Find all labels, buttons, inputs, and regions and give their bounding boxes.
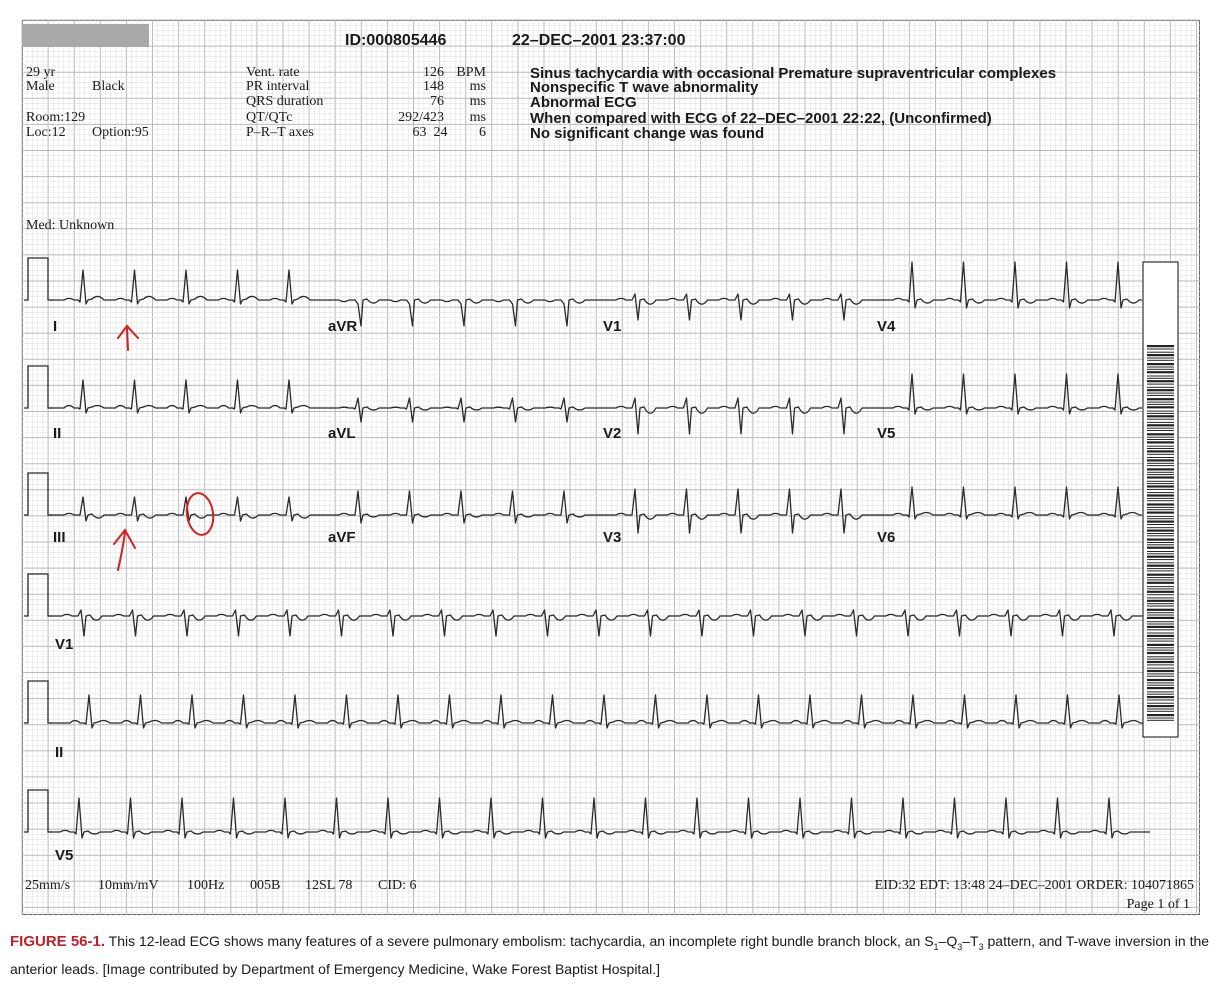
footer-gain: 10mm/mV (98, 878, 159, 893)
meas-unit-pr: ms (469, 79, 486, 94)
patient-age: 29 yr (26, 65, 56, 80)
patient-sex: Male (26, 79, 55, 94)
lead-label-III: III (53, 529, 66, 546)
meas-value-pr: 148 (423, 79, 444, 94)
meas-label-qt: QT/QTc (246, 110, 293, 125)
lead-label-aVR: aVR (328, 318, 358, 335)
medication: Med: Unknown (26, 218, 115, 233)
lead-label-V3: V3 (603, 529, 622, 546)
caption-sub-2: 3 (957, 941, 963, 952)
meas-label-axes: P–R–T axes (246, 125, 314, 140)
meas-value-rate: 126 (423, 65, 444, 80)
interpretation-line: Sinus tachycardia with occasional Premature supraventricular complexes (530, 65, 1057, 82)
interpretation-line: No significant change was found (530, 125, 765, 142)
footer-cid: CID: 6 (378, 878, 417, 893)
ecg-grid (22, 20, 1200, 915)
meas-value-qt: 292/423 (398, 110, 444, 125)
redacted-name-box (22, 24, 149, 47)
footer-device: 12SL 78 (305, 878, 353, 893)
figure-caption (10, 930, 1225, 980)
footer-filter: 100Hz (187, 878, 225, 893)
lead-label-II: II (53, 425, 62, 442)
lead-label-V4: V4 (877, 318, 896, 335)
footer-order-info: EID:32 EDT: 13:48 24–DEC–2001 ORDER: 104071865 (874, 878, 1194, 893)
caption-dash-1: –Q (938, 933, 958, 949)
interpretation-line: When compared with ECG of 22–DEC–2001 22:22, (Unconfirmed) (530, 110, 992, 127)
meas-label-rate: Vent. rate (246, 65, 300, 80)
caption-text-1: This 12-lead ECG shows many features of a severe pulmonary embolism: tachycardia, an incomplete right bundle branch block, an S (108, 933, 934, 949)
lead-label-V2: V2 (603, 425, 622, 442)
rhythm-label-V1: V1 (55, 636, 74, 653)
patient-room: Room:129 (26, 110, 86, 125)
lead-label-aVF: aVF (328, 529, 356, 546)
footer-code: 005B (250, 878, 281, 893)
meas-value-qrs: 76 (430, 94, 444, 109)
caption-text-2: pattern, and T-wave inversion in the anterior leads. [Image contributed by Department of Emergency Medicine, Wake Forest Baptist Hospital.] (10, 933, 1210, 977)
ecg-id: ID:000805446 (345, 32, 447, 49)
footer-page: Page 1 of 1 (1126, 897, 1190, 912)
caption-dash-2: –T (962, 933, 979, 949)
meas-label-pr: PR interval (246, 79, 310, 94)
rhythm-label-V5: V5 (55, 847, 74, 864)
meas-unit-qrs: ms (469, 94, 486, 109)
caption-sub-3: 3 (978, 941, 984, 952)
lead-label-V1: V1 (603, 318, 622, 335)
rhythm-label-II: II (55, 744, 64, 761)
meas-value-axes: 63 24 6 (412, 125, 486, 140)
patient-race: Black (92, 79, 125, 94)
figure-label: FIGURE 56-1. (10, 933, 106, 950)
interpretation-line: Abnormal ECG (530, 94, 637, 111)
footer-speed: 25mm/s (25, 878, 71, 893)
interpretation-line: Nonspecific T wave abnormality (530, 79, 759, 96)
meas-unit-rate: BPM (456, 65, 486, 80)
meas-label-qrs: QRS duration (246, 94, 324, 109)
lead-label-V5: V5 (877, 425, 896, 442)
ecg-datetime: 22–DEC–2001 23:37:00 (512, 32, 686, 49)
lead-label-aVL: aVL (328, 425, 356, 442)
lead-label-V6: V6 (877, 529, 896, 546)
lead-label-I: I (53, 318, 58, 335)
patient-option: Option:95 (92, 125, 149, 140)
meas-unit-qt: ms (469, 110, 486, 125)
barcode (1143, 262, 1178, 737)
caption-sub-1: 1 (933, 941, 939, 952)
patient-loc: Loc:12 (26, 125, 66, 140)
